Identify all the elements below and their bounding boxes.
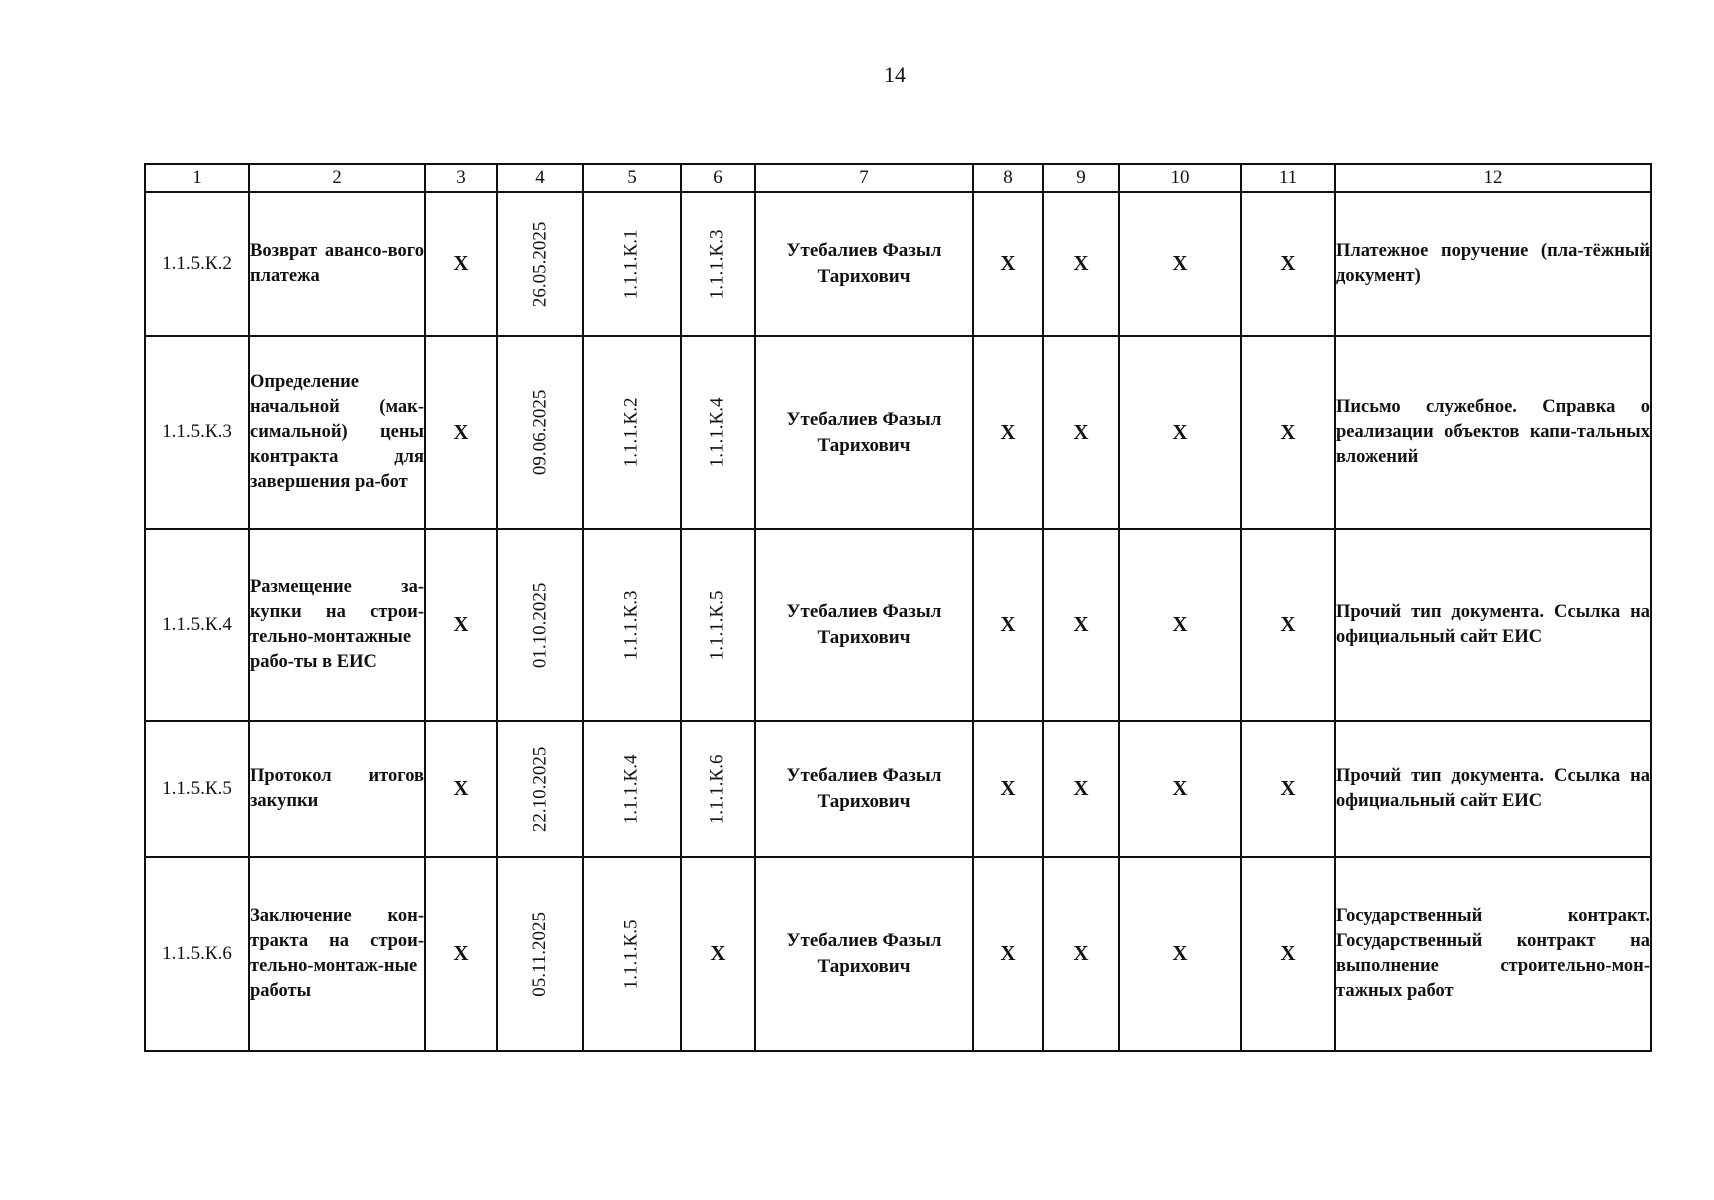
- responsible-line-1: Утебалиев Фазыл: [786, 930, 942, 952]
- cell-c11: X: [1241, 336, 1335, 529]
- predecessor-text: 1.1.1.К.1: [620, 229, 642, 299]
- cell-c8: X: [973, 857, 1043, 1051]
- cell-c8: X: [973, 336, 1043, 529]
- control-point-name: Заключение кон-тракта на строи-тельно-монтаж-ные работы: [249, 857, 425, 1051]
- responsible-person: [755, 721, 973, 857]
- control-point-code: 1.1.5.К.5: [145, 721, 249, 857]
- cell-c10: X: [1119, 336, 1241, 529]
- successor-cell: X: [681, 857, 755, 1051]
- cell-c9: X: [1043, 192, 1119, 336]
- column-header: 2: [249, 164, 425, 192]
- responsible-line-1: Утебалиев Фазыл: [786, 408, 942, 430]
- column-header: 9: [1043, 164, 1119, 192]
- date-cell: [497, 721, 583, 857]
- column-header: 3: [425, 164, 497, 192]
- cell-c10: X: [1119, 529, 1241, 721]
- page-number: 14: [884, 62, 906, 87]
- responsible-person: [755, 529, 973, 721]
- cell-c10: X: [1119, 192, 1241, 336]
- predecessor-text: 1.1.1.К.5: [620, 919, 642, 989]
- predecessor-text: 1.1.1.К.2: [620, 397, 642, 468]
- cell-c3: X: [425, 192, 497, 336]
- date-text: 09.06.2025: [529, 389, 551, 476]
- document-type: Письмо служебное. Справка о реализации объектов капи-тальных вложений: [1335, 336, 1651, 529]
- responsible-person: [755, 192, 973, 336]
- responsible-person: [755, 857, 973, 1051]
- cell-c11: X: [1241, 721, 1335, 857]
- table-row: [145, 192, 1651, 336]
- date-text: 22.10.2025: [529, 746, 551, 832]
- cell-c3: X: [425, 529, 497, 721]
- predecessor-cell: [583, 336, 681, 529]
- responsible-line-2: Тарихович: [817, 434, 911, 456]
- cell-c10: X: [1119, 857, 1241, 1051]
- document-type: Прочий тип документа. Ссылка на официальный сайт ЕИС: [1335, 529, 1651, 721]
- column-header: 7: [755, 164, 973, 192]
- column-header: 8: [973, 164, 1043, 192]
- column-header: 5: [583, 164, 681, 192]
- schedule-table: [144, 163, 1652, 1052]
- cell-c3: X: [425, 721, 497, 857]
- successor-text: 1.1.1.К.6: [706, 754, 728, 824]
- predecessor-text: 1.1.1.К.4: [620, 754, 642, 824]
- date-cell: [497, 336, 583, 529]
- responsible-line-2: Тарихович: [817, 956, 911, 977]
- cell-c3: X: [425, 857, 497, 1051]
- table-row: [145, 336, 1651, 529]
- date-cell: [497, 529, 583, 721]
- control-point-code: 1.1.5.К.2: [145, 192, 249, 336]
- control-point-code: 1.1.5.К.6: [145, 857, 249, 1051]
- control-point-name: Определение начальной (мак-симальной) цены контракта для завершения ра-бот: [249, 336, 425, 529]
- control-point-code: 1.1.5.К.4: [145, 529, 249, 721]
- date-cell: [497, 857, 583, 1051]
- cell-c9: X: [1043, 529, 1119, 721]
- successor-text: 1.1.1.К.3: [706, 229, 728, 299]
- successor-cell: [681, 529, 755, 721]
- header-row: [145, 164, 1651, 192]
- responsible-line-2: Тарихович: [817, 627, 911, 648]
- cell-c9: X: [1043, 857, 1119, 1051]
- responsible-line-1: Утебалиев Фазыл: [786, 240, 942, 262]
- successor-cell: [681, 336, 755, 529]
- predecessor-cell: [583, 192, 681, 336]
- cell-c9: X: [1043, 336, 1119, 529]
- date-cell: [497, 192, 583, 336]
- date-text: 05.11.2025: [529, 911, 551, 997]
- successor-text: 1.1.1.К.4: [706, 397, 728, 468]
- predecessor-cell: [583, 529, 681, 721]
- table-row: [145, 857, 1651, 1051]
- responsible-line-2: Тарихович: [817, 266, 911, 287]
- column-header: 4: [497, 164, 583, 192]
- cell-c11: X: [1241, 192, 1335, 336]
- column-header: 1: [145, 164, 249, 192]
- cell-c8: X: [973, 192, 1043, 336]
- control-point-name: Возврат авансо-вого платежа: [249, 192, 425, 336]
- responsible-line-1: Утебалиев Фазыл: [786, 601, 942, 623]
- document-type: Государственный контракт. Государственный контракт на выполнение строительно-мон-тажных работ: [1335, 857, 1651, 1051]
- cell-c11: X: [1241, 857, 1335, 1051]
- column-header: 6: [681, 164, 755, 192]
- control-point-name: Протокол итогов закупки: [249, 721, 425, 857]
- successor-cell: [681, 192, 755, 336]
- control-point-name: Размещение за-купки на строи-тельно-монтажные рабо-ты в ЕИС: [249, 529, 425, 721]
- successor-text: 1.1.1.К.5: [706, 590, 728, 660]
- table-row: [145, 721, 1651, 857]
- cell-c10: X: [1119, 721, 1241, 857]
- predecessor-text: 1.1.1.К.3: [620, 590, 642, 660]
- date-text: 26.05.2025: [529, 221, 551, 307]
- cell-c8: X: [973, 721, 1043, 857]
- column-header: 10: [1119, 164, 1241, 192]
- cell-c11: X: [1241, 529, 1335, 721]
- successor-cell: [681, 721, 755, 857]
- table-row: [145, 529, 1651, 721]
- column-header: 11: [1241, 164, 1335, 192]
- cell-c9: X: [1043, 721, 1119, 857]
- cell-c3: X: [425, 336, 497, 529]
- responsible-person: [755, 336, 973, 529]
- column-header: 12: [1335, 164, 1651, 192]
- responsible-line-1: Утебалиев Фазыл: [786, 765, 942, 787]
- document-type: Прочий тип документа. Ссылка на официальный сайт ЕИС: [1335, 721, 1651, 857]
- control-point-code: 1.1.5.К.3: [145, 336, 249, 529]
- predecessor-cell: [583, 857, 681, 1051]
- document-type: Платежное поручение (пла-тёжный документ): [1335, 192, 1651, 336]
- cell-c8: X: [973, 529, 1043, 721]
- predecessor-cell: [583, 721, 681, 857]
- date-text: 01.10.2025: [529, 582, 551, 668]
- responsible-line-2: Тарихович: [817, 791, 911, 812]
